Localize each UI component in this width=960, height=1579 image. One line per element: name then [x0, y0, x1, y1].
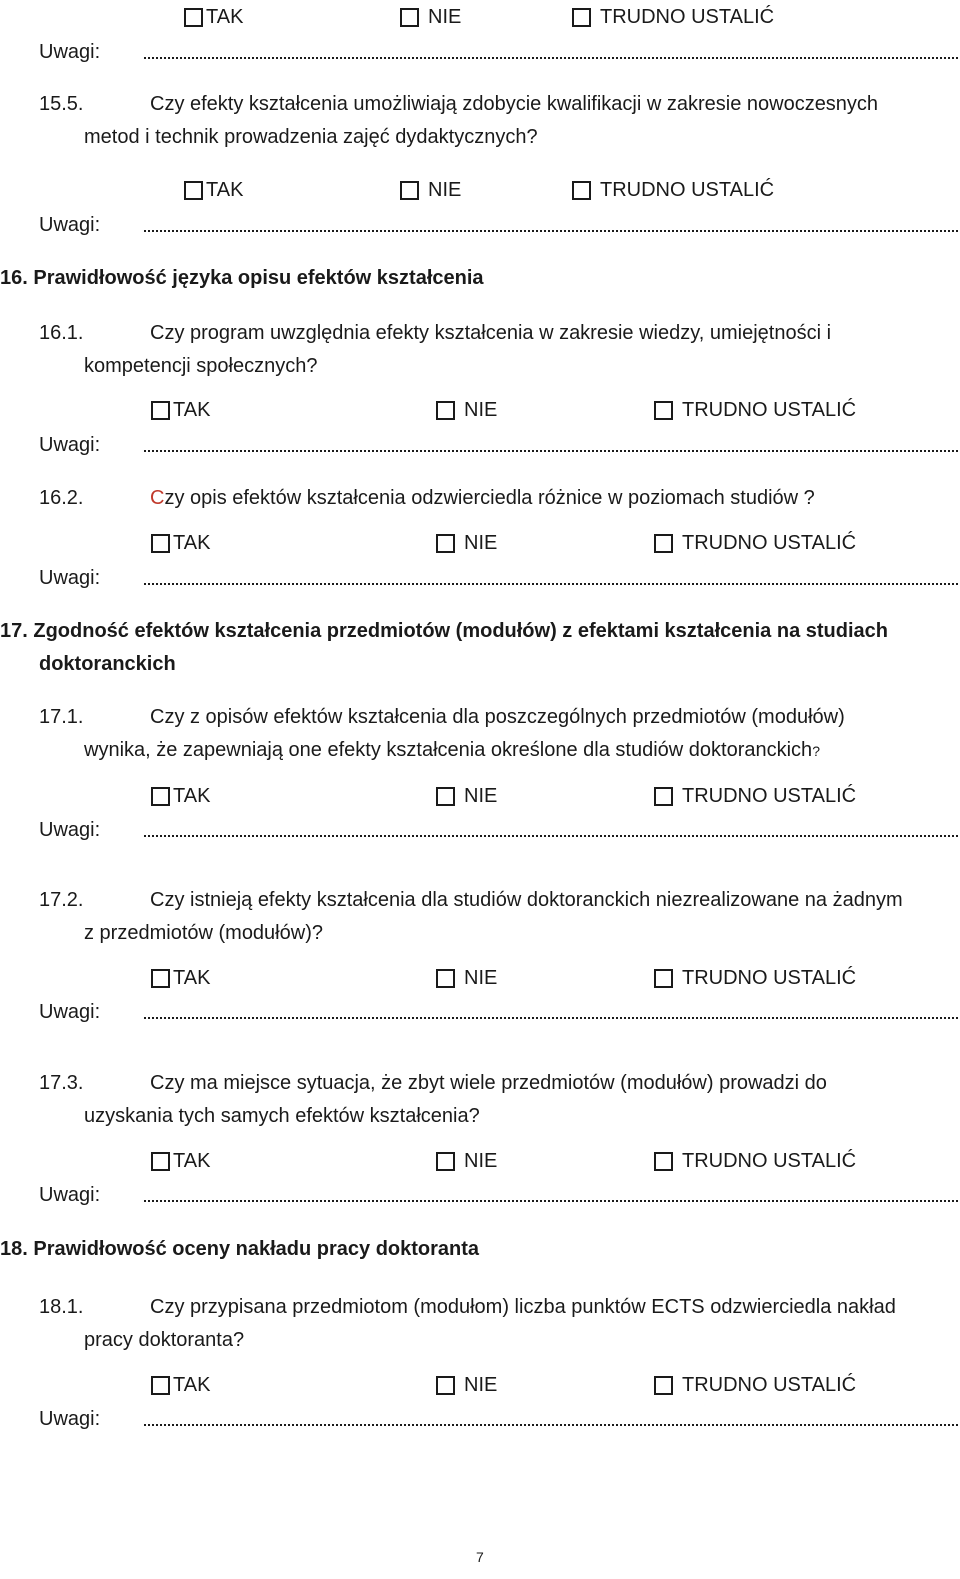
answer-row [0, 531, 960, 555]
checkbox-icon[interactable] [654, 1376, 673, 1395]
option-label: TRUDNO USTALIĆ [682, 1150, 857, 1172]
remarks-row[interactable] [39, 1407, 939, 1431]
question-text [150, 486, 815, 510]
option-nie[interactable] [400, 5, 461, 29]
option-label: NIE [464, 967, 498, 989]
checkbox-icon[interactable] [436, 534, 455, 553]
remarks-label: Uwagi: [39, 41, 101, 63]
remarks-row[interactable] [39, 818, 939, 842]
option-label: NIE [428, 179, 462, 201]
answer-row [0, 784, 960, 808]
option-trudno-ustalic[interactable] [654, 1373, 856, 1397]
option-trudno-ustalic[interactable] [572, 178, 774, 202]
checkbox-icon[interactable] [654, 787, 673, 806]
option-trudno-ustalic[interactable] [654, 531, 856, 555]
remarks-label: Uwagi: [39, 567, 101, 589]
answer-row [0, 966, 960, 990]
remarks-row[interactable] [39, 40, 939, 64]
checkbox-icon[interactable] [184, 8, 203, 27]
remarks-label: Uwagi: [39, 1408, 101, 1430]
checkbox-icon[interactable] [151, 1152, 170, 1171]
question-number: 18.1. [39, 1296, 84, 1318]
question-text-rest: zy opis efektów kształcenia odzwierciedla różnice w poziomach studiów ? [164, 487, 815, 509]
option-label: TAK [173, 967, 211, 989]
question-text-main: wynika, że zapewniają one efekty kształcenia określone dla studiów doktoranckich [84, 739, 813, 761]
question-mark: ? [812, 743, 820, 759]
option-label: TRUDNO USTALIĆ [682, 399, 857, 421]
option-label: TAK [173, 1374, 211, 1396]
question-number: 17.3. [39, 1072, 84, 1094]
question-text: metod i technik prowadzenia zajęć dydaktycznych? [84, 126, 538, 148]
remarks-dotted-line[interactable] [144, 433, 960, 457]
option-nie[interactable] [436, 784, 497, 808]
option-label: NIE [464, 785, 498, 807]
option-label: TRUDNO USTALIĆ [682, 967, 857, 989]
option-tak[interactable] [151, 398, 210, 422]
remarks-dotted-line[interactable] [144, 818, 960, 842]
checkbox-icon[interactable] [151, 787, 170, 806]
remarks-label: Uwagi: [39, 1001, 101, 1023]
answer-row [0, 1149, 960, 1173]
checkbox-icon[interactable] [654, 401, 673, 420]
checkbox-icon[interactable] [572, 8, 591, 27]
question-number: 17.1. [39, 706, 84, 728]
question-number: 16.2. [39, 487, 84, 509]
section-heading: 17. Zgodność efektów kształcenia przedmiotów (modułów) z efektami kształcenia na studiach [0, 620, 888, 642]
option-tak[interactable] [151, 1373, 210, 1397]
option-label: TRUDNO USTALIĆ [682, 532, 857, 554]
remarks-row[interactable] [39, 1000, 939, 1024]
checkbox-icon[interactable] [151, 534, 170, 553]
option-trudno-ustalic[interactable] [654, 1149, 856, 1173]
question-text [84, 738, 820, 763]
checkbox-icon[interactable] [184, 181, 203, 200]
option-label: NIE [464, 399, 498, 421]
answer-row [0, 1373, 960, 1397]
option-label: TAK [206, 6, 244, 28]
option-label: TAK [173, 785, 211, 807]
checkbox-icon[interactable] [654, 969, 673, 988]
option-tak[interactable] [184, 5, 243, 29]
answer-row [0, 398, 960, 422]
checkbox-icon[interactable] [436, 787, 455, 806]
question-text: Czy program uwzględnia efekty kształcenia w zakresie wiedzy, umiejętności i [150, 322, 832, 344]
answer-row [0, 5, 960, 29]
option-label: TAK [206, 179, 244, 201]
option-label: TAK [173, 399, 211, 421]
option-label: TRUDNO USTALIĆ [682, 785, 857, 807]
option-label: NIE [428, 6, 462, 28]
option-nie[interactable] [436, 966, 497, 990]
option-tak[interactable] [151, 966, 210, 990]
option-nie[interactable] [436, 1149, 497, 1173]
section-heading: 18. Prawidłowość oceny nakładu pracy doktoranta [0, 1238, 480, 1260]
question-first-letter: C [150, 487, 165, 509]
checkbox-icon[interactable] [654, 534, 673, 553]
option-tak[interactable] [151, 1149, 210, 1173]
checkbox-icon[interactable] [400, 8, 419, 27]
answer-row [0, 178, 960, 202]
option-nie[interactable] [436, 1373, 497, 1397]
question-text: pracy doktoranta? [84, 1329, 245, 1351]
question-text: uzyskania tych samych efektów kształcenia? [84, 1105, 480, 1127]
question-text: Czy ma miejsce sytuacja, że zbyt wiele przedmiotów (modułów) prowadzi do [150, 1072, 827, 1094]
remarks-dotted-line[interactable] [144, 213, 960, 237]
checkbox-icon[interactable] [436, 1376, 455, 1395]
section-heading-continuation: doktoranckich [39, 653, 176, 675]
checkbox-icon[interactable] [151, 969, 170, 988]
remarks-dotted-line[interactable] [144, 566, 960, 590]
option-trudno-ustalic[interactable] [654, 398, 856, 422]
option-label: TRUDNO USTALIĆ [682, 1374, 857, 1396]
checkbox-icon[interactable] [436, 401, 455, 420]
option-label: TAK [173, 532, 211, 554]
question-text: Czy przypisana przedmiotom (modułom) liczba punktów ECTS odzwierciedla nakład [150, 1296, 896, 1318]
option-tak[interactable] [151, 531, 210, 555]
checkbox-icon[interactable] [572, 181, 591, 200]
remarks-label: Uwagi: [39, 214, 101, 236]
option-nie[interactable] [436, 398, 497, 422]
remarks-dotted-line[interactable] [144, 40, 960, 64]
remarks-dotted-line[interactable] [144, 1183, 960, 1207]
question-number: 16.1. [39, 322, 84, 344]
checkbox-icon[interactable] [654, 1152, 673, 1171]
option-label: NIE [464, 1374, 498, 1396]
question-text: Czy efekty kształcenia umożliwiają zdobycie kwalifikacji w zakresie nowoczesnych [150, 93, 879, 115]
question-text: Czy z opisów efektów kształcenia dla poszczególnych przedmiotów (modułów) [150, 706, 845, 728]
option-tak[interactable] [151, 784, 210, 808]
option-label: TAK [173, 1150, 211, 1172]
option-trudno-ustalic[interactable] [572, 5, 774, 29]
option-label: NIE [464, 532, 498, 554]
option-trudno-ustalic[interactable] [654, 784, 856, 808]
question-text: Czy istnieją efekty kształcenia dla studiów doktoranckich niezrealizowane na żadnym [150, 889, 903, 911]
remarks-dotted-line[interactable] [144, 1407, 960, 1431]
remarks-row[interactable] [39, 566, 939, 590]
option-label: TRUDNO USTALIĆ [600, 6, 775, 28]
remarks-row[interactable] [39, 1183, 939, 1207]
remarks-dotted-line[interactable] [144, 1000, 960, 1024]
option-trudno-ustalic[interactable] [654, 966, 856, 990]
remarks-label: Uwagi: [39, 434, 101, 456]
checkbox-icon[interactable] [151, 1376, 170, 1395]
remarks-label: Uwagi: [39, 1184, 101, 1206]
option-label: NIE [464, 1150, 498, 1172]
checkbox-icon[interactable] [436, 969, 455, 988]
section-heading: 16. Prawidłowość języka opisu efektów kształcenia [0, 267, 484, 289]
checkbox-icon[interactable] [400, 181, 419, 200]
question-text: z przedmiotów (modułów)? [84, 922, 323, 944]
option-tak[interactable] [184, 178, 243, 202]
question-text: kompetencji społecznych? [84, 355, 318, 377]
checkbox-icon[interactable] [151, 401, 170, 420]
remarks-row[interactable] [39, 433, 939, 457]
remarks-row[interactable] [39, 213, 939, 237]
option-label: TRUDNO USTALIĆ [600, 179, 775, 201]
option-nie[interactable] [400, 178, 461, 202]
question-number: 17.2. [39, 889, 84, 911]
option-nie[interactable] [436, 531, 497, 555]
remarks-label: Uwagi: [39, 819, 101, 841]
checkbox-icon[interactable] [436, 1152, 455, 1171]
page-number: 7 [476, 1549, 484, 1565]
question-number: 15.5. [39, 93, 84, 115]
